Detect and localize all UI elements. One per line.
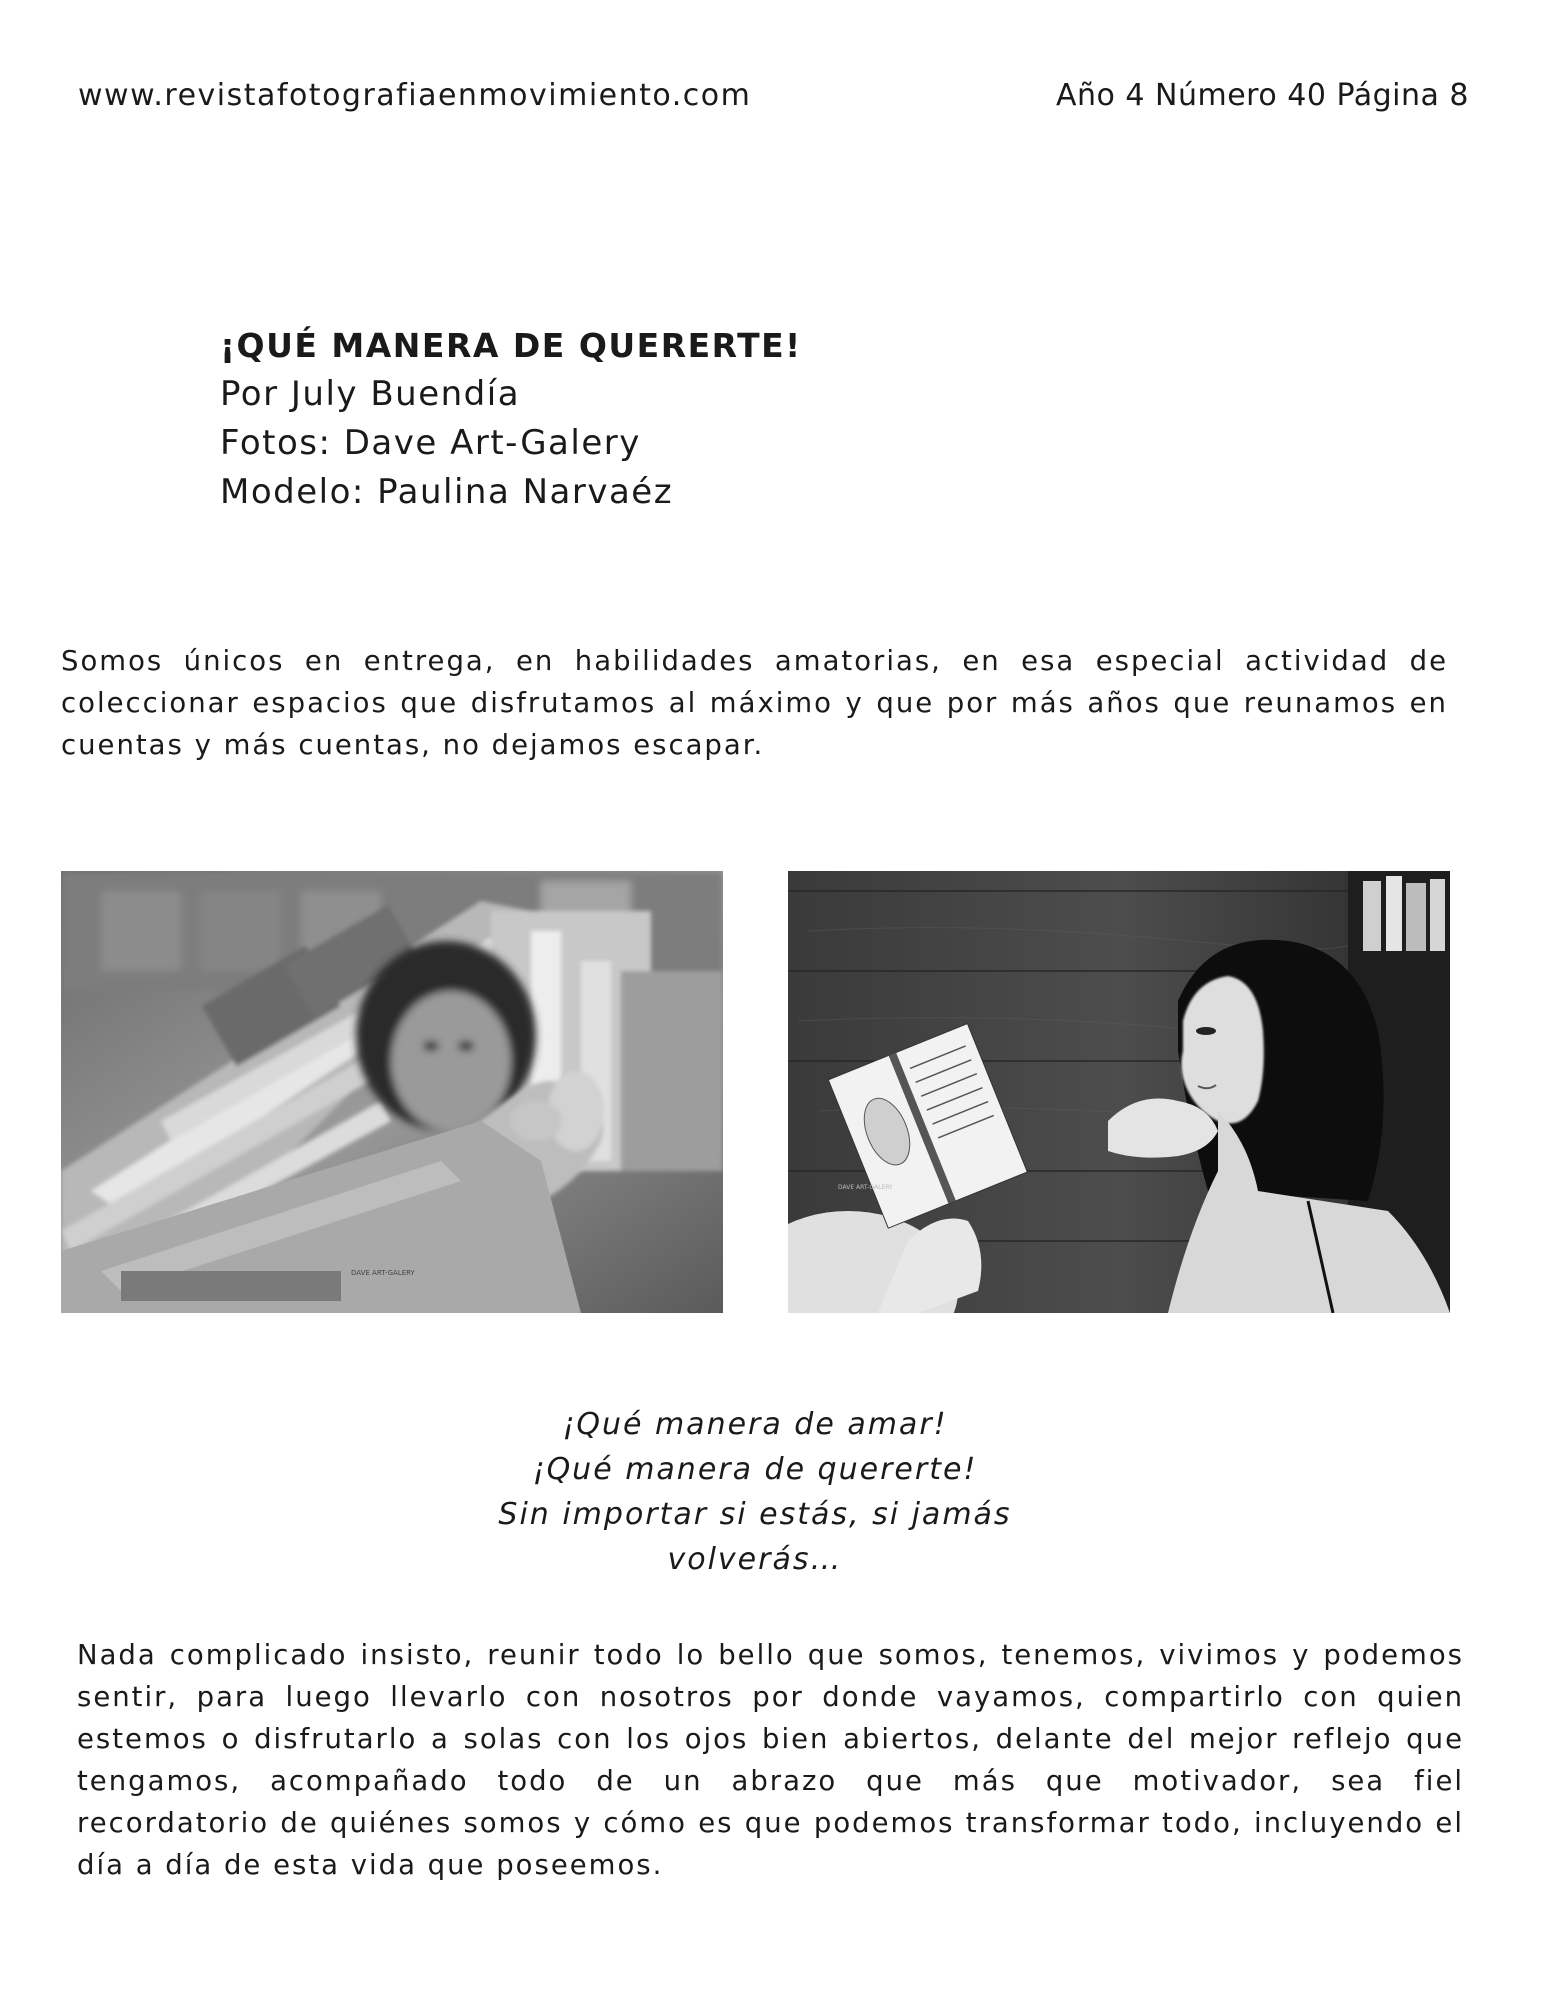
issue-page-info: Año 4 Número 40 Página 8: [1056, 78, 1469, 113]
poem-line: volverás…: [667, 1542, 843, 1577]
poem: [0, 1402, 1510, 1582]
photos-credit: Fotos: Dave Art-Galery: [220, 423, 641, 463]
poem-line: Sin importar si estás, si jamás: [498, 1497, 1012, 1532]
author-credit: Por July Buendía: [220, 374, 521, 414]
svg-text:DAVE ART-GALERY: DAVE ART-GALERY: [351, 1269, 415, 1277]
body-paragraph: Nada complicado insisto, reunir todo lo bello que somos, tenemos, vivimos y podemos sentir, para luego llevarlo con nosotros por donde vayamos, compartirlo con quien estemos o disfrutarlo a solas con los ojos bien abiertos, delante del mejor reflejo que tengamos, acompañado todo de un abrazo que más que motivador, sea fiel recordatorio de quiénes somos y cómo es que podemos transformar todo, incluyendo el día a día de esta vida que poseemos.: [77, 1639, 1464, 1881]
article-header: [220, 322, 802, 517]
article-title: ¡QUÉ MANERA DE QUERERTE!: [220, 326, 802, 365]
photo-bookshelves: [61, 871, 723, 1313]
intro-paragraph: Somos únicos en entrega, en habilidades amatorias, en esa especial actividad de coleccionar espacios que disfrutamos al máximo y que por más años que reunamos en cuentas y más cuentas, no dejamos escapar.: [61, 645, 1448, 761]
model-credit: Modelo: Paulina Narvaéz: [220, 472, 674, 512]
poem-line: ¡Qué manera de amar!: [562, 1407, 948, 1442]
site-url: www.revistafotografiaenmovimiento.com: [78, 78, 752, 113]
poem-line: ¡Qué manera de quererte!: [532, 1452, 978, 1487]
svg-text:DAVE ART-GALERY: DAVE ART-GALERY: [838, 1184, 893, 1191]
photo-reading: [788, 871, 1450, 1313]
